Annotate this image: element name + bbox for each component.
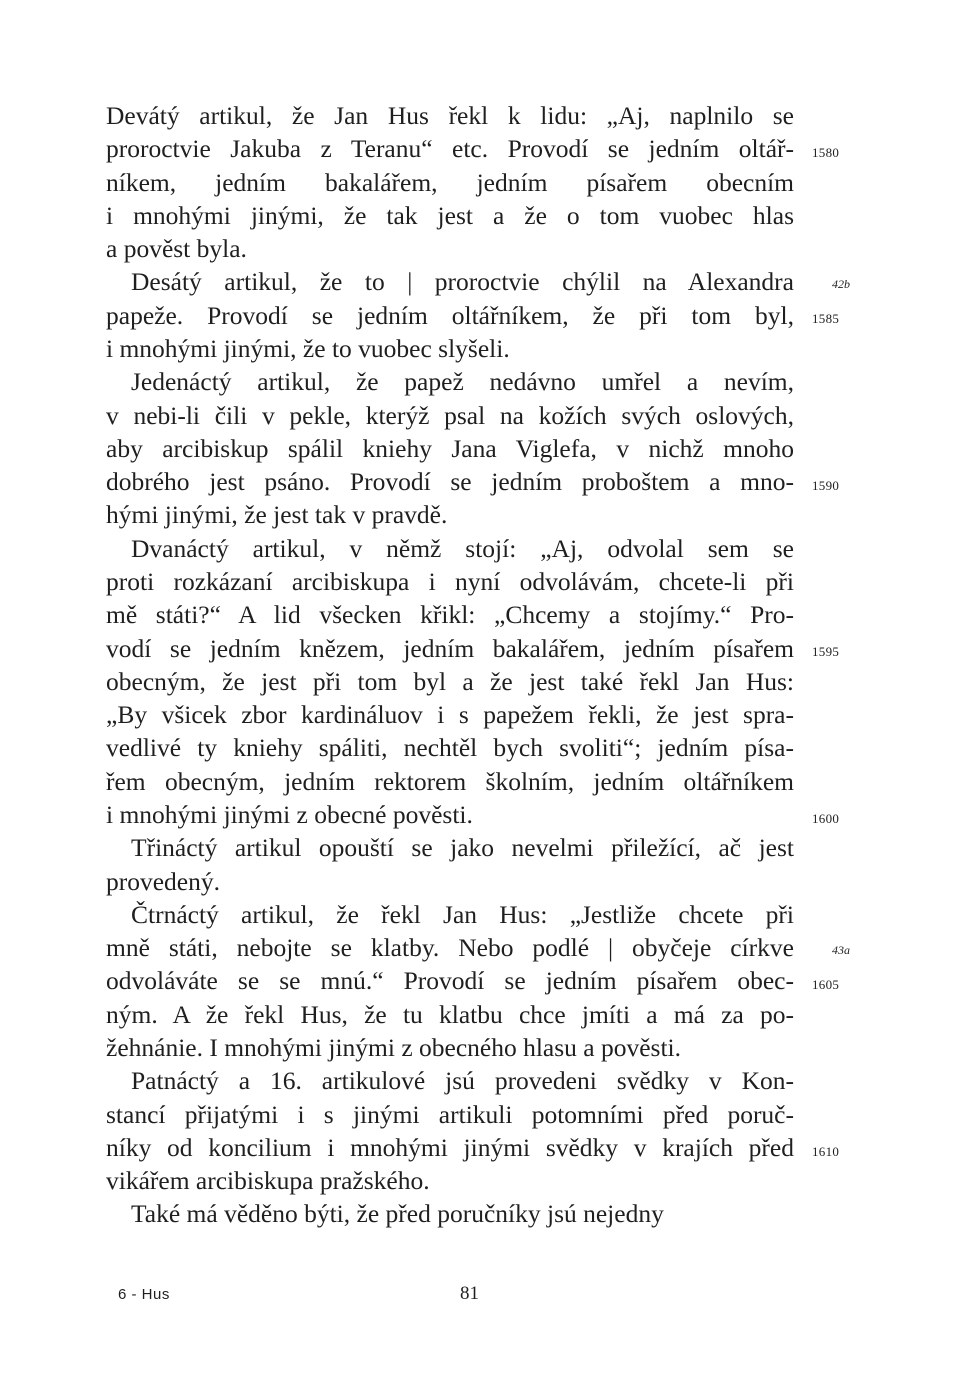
margin-line-number: 1590 xyxy=(812,478,840,493)
text-line: „By všicek zbor kardináluov i s papežem řekli, že jest spra- xyxy=(106,700,794,729)
text-line: Čtrnáctý artikul, že řekl Jan Hus: „Jestliže chcete při xyxy=(131,900,794,929)
text-line: dobrého jest psáno. Provodí se jedním proboštem a mno- xyxy=(106,467,794,496)
text-line: Také má věděno býti, že před poručníky jsú nejedny xyxy=(131,1199,664,1228)
text-line: níky od koncilium i mnohými jinými svědky v krajích před xyxy=(106,1133,794,1162)
text-line: vedlivé ty kniehy spáliti, nechtěl bych svoliti“; jedním písa- xyxy=(106,733,794,762)
text-line: i mnohými jinými, že tak jest a že o tom vuobec hlas xyxy=(106,201,794,230)
text-line: žehnánie. I mnohými jinými z obecného hlasu a pověsti. xyxy=(106,1033,682,1062)
text-line: papeže. Provodí se jedním oltářníkem, že při tom byl, xyxy=(106,301,794,330)
printer-signature: 6 - Hus xyxy=(118,1286,170,1303)
text-line: řem obecným, jedním rektorem školním, jedním oltářníkem xyxy=(106,767,794,796)
text-line: Devátý artikul, že Jan Hus řekl k lidu: „Aj, naplnilo se xyxy=(106,101,794,130)
text-line: provedený. xyxy=(106,867,221,896)
text-line: Dvanáctý artikul, v němž stojí: „Aj, odvolal sem se xyxy=(131,534,794,563)
margin-line-number: 1610 xyxy=(812,1144,840,1159)
text-line: proti rozkázaní arcibiskupa i nyní odvolávám, chcete-li při xyxy=(106,567,794,596)
text-line: ným. A že řekl Hus, že tu klatbu chce jmíti a má za po- xyxy=(106,1000,794,1029)
text-line: vodí se jedním knězem, jedním bakalářem, jedním písařem xyxy=(106,634,794,663)
text-line: proroctvie Jakuba z Teranu“ etc. Provodí se jedním oltář- xyxy=(106,134,794,163)
margin-line-number: 1595 xyxy=(812,644,840,659)
text-line: stancí přijatými i s jinými artikuli potomními před poruč- xyxy=(106,1100,794,1129)
folio-marker: 43a xyxy=(832,943,850,957)
text-line: vikářem arcibiskupa pražského. xyxy=(106,1166,430,1195)
text-line: hými jinými, že jest tak v pravdě. xyxy=(106,500,448,529)
margin-line-number: 1585 xyxy=(812,311,840,326)
text-line: níkem, jedním bakalářem, jedním písařem obecním xyxy=(106,168,794,197)
margin-line-number: 1605 xyxy=(812,977,840,992)
text-line: Třináctý artikul opouští se jako nevelmi přiležící, ač jest xyxy=(131,833,794,862)
text-line: i mnohými jinými, že to vuobec slyšeli. xyxy=(106,334,510,363)
text-line: Patnáctý a 16. artikulové jsú provedeni svědky v Kon- xyxy=(131,1066,794,1095)
text-line: odvoláváte se se mnú.“ Provodí se jedním písařem obec- xyxy=(106,966,794,995)
text-line: mně státi, nebojte se klatby. Nebo podlé | obyčeje církve xyxy=(106,933,794,962)
page-number: 81 xyxy=(460,1283,479,1304)
margin-line-number: 1600 xyxy=(812,811,840,826)
text-line: Desátý artikul, že to | proroctvie chýlil na Alexandra xyxy=(131,267,794,296)
text-line: v nebi-li čili v pekle, kterýž psal na kožích svých oslových, xyxy=(106,401,794,430)
text-line: Jedenáctý artikul, že papež nedávno umřel a nevím, xyxy=(131,367,794,396)
margin-line-number: 1580 xyxy=(812,145,840,160)
text-line: mě státi?“ A lid všecken křikl: „Chcemy a stojímy.“ Pro- xyxy=(106,600,794,629)
text-line: a pověst byla. xyxy=(106,234,247,263)
folio-marker: 42b xyxy=(832,277,850,291)
text-line: obecným, že jest při tom byl a že jest také řekl Jan Hus: xyxy=(106,667,794,696)
text-line: i mnohými jinými z obecné pověsti. xyxy=(106,800,473,829)
text-line: aby arcibiskup spálil kniehy Jana Viglefa, v nichž mnoho xyxy=(106,434,794,463)
